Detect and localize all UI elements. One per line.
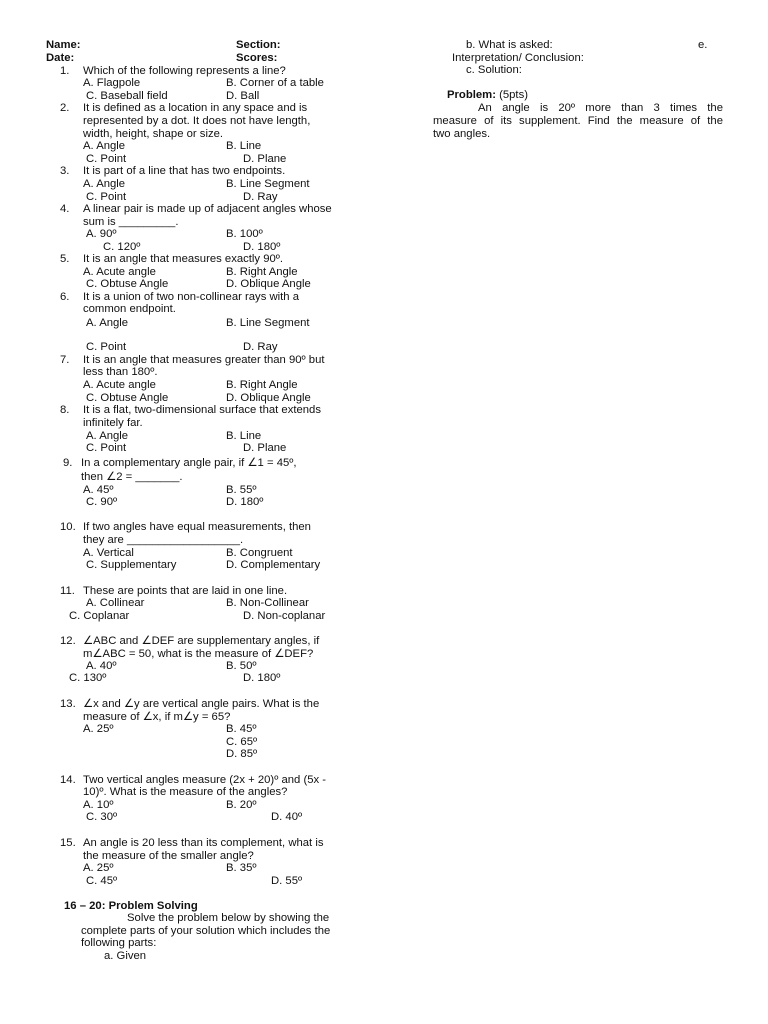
option-d: D. 180º [243,672,281,684]
question-number: 3. [60,165,70,177]
question-text: ∠x and ∠y are vertical angle pairs. What is the [83,698,320,710]
question-number: 13. [60,698,76,710]
question-text: measure of ∠x, if m∠y = 65? [83,711,231,723]
question-text: These are points that are laid in one line. [83,585,288,597]
option-a: A. 25º [83,862,114,874]
question-number: 12. [60,635,76,647]
option-c: C. Point [86,442,127,454]
option-d: D. Non-coplanar [243,610,326,622]
scores-label: Scores: [236,52,278,64]
option-c: C. Point [86,191,127,203]
option-a: A. Angle [86,430,129,442]
problem-solving-instructions: following parts: [81,937,157,949]
question-text: the measure of the smaller angle? [83,850,254,862]
option-a: A. Collinear [86,597,145,609]
option-a: A. Flagpole [83,77,141,89]
option-c: C. Obtuse Angle [86,392,169,404]
option-b: B. Line [226,430,262,442]
question-number: 8. [60,404,70,416]
question-number: 5. [60,253,70,265]
question-number: 9. [63,457,73,469]
option-d: D. 85º [226,748,258,760]
option-d: D. Oblique Angle [226,278,311,290]
option-a: A. Angle [83,140,126,152]
problem-text: measure of its supplement. Find the measure of the [433,115,723,127]
option-c: C. Obtuse Angle [86,278,169,290]
question-number: 1. [60,65,70,77]
question-text: In a complementary angle pair, if ∠1 = 45º, [81,457,297,469]
question-number: 4. [60,203,70,215]
option-c: C. Point [86,341,127,353]
question-text: infinitely far. [83,417,143,429]
date-label: Date: [46,52,75,64]
option-a: A. 10º [83,799,114,811]
option-b: B. 45º [226,723,257,735]
question-text: width, height, shape or size. [83,128,224,140]
section-label: Section: [236,39,281,51]
question-text: A linear pair is made up of adjacent angles whose [83,203,332,215]
problem-solving-instructions: Solve the problem below by showing the [127,912,330,924]
problem-text: An angle is 20º more than 3 times the [478,102,723,114]
question-text: It is a flat, two-dimensional surface that extends [83,404,321,416]
option-a: A. Vertical [83,547,134,559]
question-number: 15. [60,837,76,849]
question-number: 6. [60,291,70,303]
option-c: C. 120º [103,241,141,253]
option-d: D. Plane [243,153,287,165]
option-b: B. Right Angle [226,379,298,391]
option-a: A. 25º [83,723,114,735]
option-c: C. Baseball field [86,90,168,102]
problem-text: two angles. [433,128,491,140]
option-d: D. 180º [243,241,281,253]
option-c: C. 130º [69,672,107,684]
part-b-what-is-asked: b. What is asked: [466,39,553,51]
part-a-given: a. Given [104,950,147,962]
option-c: C. Coplanar [69,610,130,622]
question-text: It is an angle that measures exactly 90º. [83,253,284,265]
option-b: B. Line Segment [226,317,310,329]
problem-solving-heading: 16 – 20: Problem Solving [64,900,198,912]
option-c: C. 65º [226,736,258,748]
option-c: C. 30º [86,811,118,823]
question-text: ∠ABC and ∠DEF are supplementary angles, if [83,635,320,647]
question-number: 14. [60,774,76,786]
question-text: If two angles have equal measurements, then [83,521,311,533]
part-c-solution: c. Solution: [466,64,522,76]
option-a: A. Angle [86,317,129,329]
option-d: D. 180º [226,496,264,508]
option-a: A. Acute angle [83,266,156,278]
question-number: 11. [60,585,75,597]
question-text: they are __________________. [83,534,244,546]
option-b: B. 35º [226,862,257,874]
option-c: C. 45º [86,875,118,887]
question-number: 7. [60,354,70,366]
option-c: C. Supplementary [86,559,177,571]
problem-solving-instructions: complete parts of your solution which includes the [81,925,331,937]
option-c: C. 90º [86,496,118,508]
problem-label: Problem: [447,89,496,101]
question-text: An angle is 20 less than its complement, what is [83,837,324,849]
option-b: B. 20º [226,799,257,811]
option-d: D. Oblique Angle [226,392,311,404]
problem-points: (5pts) [495,89,528,101]
question-text: 10)º. What is the measure of the angles? [83,786,288,798]
option-b: B. 50º [226,660,257,672]
option-b: B. Congruent [226,547,293,559]
option-d: D. Ray [243,191,278,203]
question-text: Which of the following represents a line? [83,65,286,77]
question-text: It is defined as a location in any space and is [83,102,308,114]
option-b: B. Corner of a table [226,77,324,89]
option-a: A. Acute angle [83,379,156,391]
question-text: It is part of a line that has two endpoints. [83,165,286,177]
option-b: B. 100º [226,228,263,240]
option-a: A. 45º [83,484,114,496]
part-e-label: e. [698,39,708,51]
option-c: C. Point [86,153,127,165]
option-d: D. 40º [271,811,303,823]
option-d: D. Plane [243,442,287,454]
option-d: D. 55º [271,875,303,887]
option-b: B. 55º [226,484,257,496]
question-number: 10. [60,521,76,533]
question-text: represented by a dot. It does not have length, [83,115,311,127]
option-a: A. Angle [83,178,126,190]
option-a: A. 40º [86,660,117,672]
option-d: D. Ball [226,90,260,102]
option-d: D. Complementary [226,559,321,571]
question-text: sum is _________. [83,216,179,228]
option-b: B. Non-Collinear [226,597,309,609]
problem-heading [447,89,528,102]
question-text: common endpoint. [83,303,176,315]
question-text: It is a union of two non-collinear rays with a [83,291,300,303]
question-text: Two vertical angles measure (2x + 20)º and (5x - [83,774,327,786]
question-number: 2. [60,102,70,114]
question-text: then ∠2 = _______. [81,471,183,483]
option-d: D. Ray [243,341,278,353]
name-label: Name: [46,39,81,51]
option-b: B. Right Angle [226,266,298,278]
option-b: B. Line [226,140,262,152]
question-text: m∠ABC = 50, what is the measure of ∠DEF? [83,648,314,660]
question-text: less than 180º. [83,366,158,378]
question-text: It is an angle that measures greater than 90º but [83,354,325,366]
interpretation-conclusion: Interpretation/ Conclusion: [452,52,584,64]
option-a: A. 90º [86,228,117,240]
option-b: B. Line Segment [226,178,310,190]
